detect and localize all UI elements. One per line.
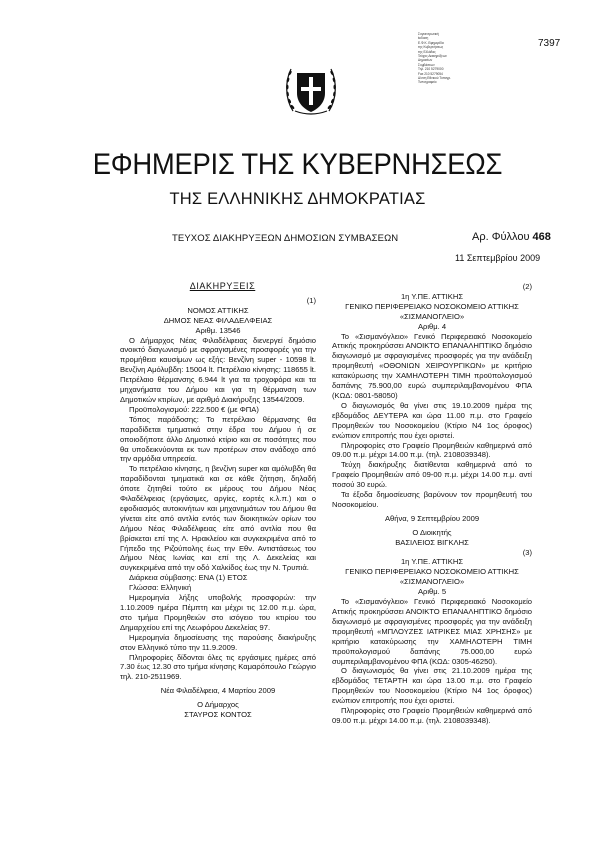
notice-paragraph: Τα έξοδα δημοσίευσης βαρύνουν τον προμηθευτή του Νοσοκομείου. (332, 490, 532, 509)
notice-paragraph: Διάρκεια σύμβασης: ΕΝΑ (1) ΕΤΟΣ (129, 573, 248, 583)
notice-number: (3) (522, 547, 532, 557)
notice-paragraph: Προϋπολογισμού: 222.500 € (με ΦΠΑ) (129, 404, 259, 414)
notice-paragraph: Ο διαγωνισμός θα γίνει στις 19.10.2009 ημέρα της εβδομάδος ΔΕΥΤΕΡΑ και ώρα 11.00 π.μ. στο Γραφείο Προμηθειών του Νοσοκομείου (Κτίριο Ν4 1ος όροφος) ενώπιον επιτροπής που έχει οριστεί. (332, 400, 532, 440)
signatory-title: Ο Διοικητής (412, 527, 452, 537)
issue-series: ΤΕΥΧΟΣ ΔΙΑΚΗΡΥΞΕΩΝ ΔΗΜΟΣΙΩΝ ΣΥΜΒΑΣΕΩΝ (172, 233, 399, 244)
notice-paragraph: Πληροφορίες δίδονται όλες τις εργάσιμες ημέρες από 7.30 έως 12.30 στο τμήμα κίνησης Καμαρόπουλο Γεώργιο τηλ. 210-2511969. (120, 652, 316, 682)
signatory-name: ΣΤΑΥΡΟΣ ΚΟΝΤΟΣ (184, 710, 252, 720)
notice-header-line: ΔΗΜΟΣ ΝΕΑΣ ΦΙΛΑΔΕΛΦΕΙΑΣ (163, 315, 273, 325)
notice-paragraph: Το πετρέλαιο κίνησης, η βενζίνη super και αμόλυβδη θα παραδίδονται τμηματικά και σε κάθε ζήτηση, δηλαδή όποτε ζητηθεί τούτο εκ μέρους του Δήμου Νέας Φιλαδέλφειας (εργάσιμες, αργίες, εορτές κ.λ.π.) και ο εφοδιασμός αυτοκινήτων και μηχανημάτων του Δήμου θα γίνεται είτε από αντλία εντός των διοικητικών ορίων του Δήμου Νέας Φιλαδέλφειας είτε από αντλία που θα βρίσκεται επί της Λ. Ηρακλείου και συγκεκριμένα από το Γήπεδο της Ριζούπολης έως την Εθν. Αντιστάσεως του Δήμου Νέας Ιωνίας και επί της Λ. Δεκελείας και συγκεκριμένα από την οδό Χαλκίδος έως την Ν. Τρυπιά. (120, 464, 316, 573)
notice-header-line: «ΣΙΣΜΑΝΟΓΛΕΙΟ» (399, 311, 465, 321)
notice-header-line: 1η Υ.ΠΕ. ΑΤΤΙΚΗΣ (400, 557, 464, 567)
side-note-line: Συμβάσεων (418, 62, 435, 67)
greek-coat-of-arms-icon (283, 59, 339, 119)
header-side-note (418, 32, 488, 85)
signatory-name: ΒΑΣΙΛΕΙΟΣ ΒΙΓΚΛΗΣ (395, 537, 469, 547)
section-heading: ΔΙΑΚΗΡΥΞΕΙΣ (189, 281, 256, 291)
notice-header-line: ΓΕΝΙΚΟ ΠΕΡΙΦΕΡΕΙΑΚΟ ΝΟΣΟΚΟΜΕΙΟ ΑΤΤΙΚΗΣ (345, 301, 519, 311)
gazette-subtitle: ΤΗΣ ΕΛΛΗΝΙΚΗΣ ΔΗΜΟΚΡΑΤΙΑΣ (169, 190, 426, 208)
side-note-line: Τεύχος Διακηρύξεων (418, 54, 447, 59)
notice-paragraph: Τεύχη διακήρυξης διατίθενται καθημερινά από το Γραφείο Προμηθειών από 09-00 π.μ. μέχρι 14.00 π.μ. αντί ποσού 30 ευρώ. (332, 460, 532, 490)
left-column (120, 282, 316, 720)
issue-number: 468 (532, 231, 551, 243)
notice-header-line: ΝΟΜΟΣ ΑΤΤΙΚΗΣ (187, 305, 249, 315)
notice-reference: Αριθμ. 5 (417, 587, 447, 597)
notice-header-line: «ΣΙΣΜΑΝΟΓΛΕΙΟ» (399, 577, 465, 587)
notice-paragraph: Ο Δήμαρχος Νέας Φιλαδέλφειας διενεργεί δημόσιο ανοικτό διαγωνισμό με σφραγισμένες προσφορές για την προμήθεια καυσίμων ως εξής: Βενζίνη super - 10598 lt. Βενζίνη Αμόλυβδη: 15004 lt. Πετρέλαιο κίνησης: 118655 lt. Πετρέλαιο θέρμανσης 6.944 lt για τα τροχοφόρα και τα μηχανήματα του Δήμου και για τη θέρμανση των Δημοτικών κτιρίων, με αριθμό Διακήρυξης 13544/2009. (120, 335, 316, 404)
side-note-line: έκδοση (418, 36, 429, 41)
signatory-title: Ο Δήμαρχος (197, 700, 239, 710)
side-note-line: Δ/νση Εθνικού Τυπογρ. (418, 76, 451, 81)
issue-label: Αρ. Φύλλου (472, 231, 530, 243)
notice-header-line: 1η Υ.ΠΕ. ΑΤΤΙΚΗΣ (400, 291, 464, 301)
side-note-line: Τυπογραφείο (418, 80, 437, 85)
side-note-line: Συγκεντρωτική (418, 32, 439, 36)
side-note-line: Τηλ. 210 5279000 (418, 67, 444, 72)
notice-paragraph: Το «Σισμανόγλειο» Γενικό Περιφερειακό Νοσοκομείο Αττικής προκηρύσσει ΑΝΟΙΚΤΟ ΕΠΑΝΑΛΗΠΤΙΚΟ δημόσιο διαγωνισμό με σφραγισμένες προσφορές για την ανάδειξη προμηθευτή «ΜΠΛΟΥΖΕΣ ΙΑΤΡΙΚΕΣ ΜΙΑΣ ΧΡΗΣΗΣ» με κριτήριο κατακύρωσης την ΧΑΜΗΛΟΤΕΡΗ ΤΙΜΗ προϋπολογισμού δαπάνης 75.000,00 ευρώ συμπεριλαμβανομένου ΦΠΑ (ΚΩΔ: 0305-46250). (332, 597, 532, 666)
notice-number: (1) (306, 295, 316, 305)
place-date: Αθήνα, 9 Σεπτεμβρίου 2009 (384, 513, 480, 523)
notice-paragraph: Πληροφορίες στο Γραφείο Προμηθειών καθημερινά από 09.00 π.μ. μέχρι 14.00 π.μ. (τηλ. 2108039348). (332, 706, 532, 725)
notice-reference: Αριθμ. 13546 (195, 325, 241, 335)
notice-paragraph: Πληροφορίες στο Γραφείο Προμηθειών καθημερινά από 09.00 π.μ. μέχρι 14.00 π.μ. (τηλ. 2108039348). (332, 440, 532, 460)
notice-header-line: ΓΕΝΙΚΟ ΠΕΡΙΦΕΡΕΙΑΚΟ ΝΟΣΟΚΟΜΕΙΟ ΑΤΤΙΚΗΣ (345, 567, 519, 577)
notice-paragraph: Ημερομηνία λήξης υποβολής προσφορών: την 1.10.2009 ημέρα Πέμπτη και μέχρι τις 12.00 π.μ. ώρα, στο τμήμα Προμηθειών στο ισόγειο του κτιρίου του Δημαρχείου επί της Λεωφόρου Δεκελείας 97. (120, 593, 316, 632)
notice-paragraph: Ημερομηνία δημοσίευσης της παρούσης διακήρυξης στον Ελληνικό τύπο την 11.9.2009. (120, 632, 316, 652)
notice-number: (2) (522, 282, 532, 291)
right-column (332, 282, 532, 726)
page-number: 7397 (538, 38, 561, 49)
notice-paragraph: Τόπος παράδοσης: Το πετρέλαιο θέρμανσης θα παραδίδεται τμηματικά στην έδρα του Δήμου ή σε οποιοδήποτε άλλο Δημοτικό κτίριο και σε ποσότητες που θα υποδεικνύονται εκ των προτέρων στον ανάδοχο από την αρμόδια υπηρεσία. (120, 414, 316, 464)
notice-paragraph: Γλώσσα: Ελληνική (129, 583, 192, 593)
side-note-line: της Ελλάδας (418, 49, 436, 54)
side-note-line: Fax 210 5279054 (418, 71, 443, 76)
side-note-line: της Κυβερνήσεως (418, 45, 444, 50)
gazette-title: ΕΦΗΜΕΡΙΣ ΤΗΣ ΚΥΒΕΡΝΗΣΕΩΣ (92, 148, 503, 181)
place-date: Νέα Φιλαδέλφεια, 4 Μαρτίου 2009 (160, 686, 276, 696)
notice-reference: Αριθμ. 4 (417, 321, 447, 331)
side-note-line: Ε.Φ.Κ. Εφημερίδα (418, 40, 444, 45)
issue-date: 11 Σεπτεμβρίου 2009 (455, 253, 541, 263)
notice-paragraph: Το «Σισμανόγλειο» Γενικό Περιφερειακό Νοσοκομείο Αττικής προκηρύσσει ΑΝΟΙΚΤΟ ΕΠΑΝΑΛΗΠΤΙΚΟ δημόσιο διαγωνισμό με σφραγισμένες προσφορές για την ανάδειξη προμηθευτή «ΟΘΟΝΙΩΝ ΧΕΙΡΟΥΡΓΙΚΩΝ» με κριτήριο κατακύρωσης την ΧΑΜΗΛΟΤΕΡΗ ΤΙΜΗ προϋπολογισμού δαπάνης 75.900,00 ευρώ συμπεριλαμβανομένου ΦΠΑ (ΚΩΔ: 0801-58050) (332, 331, 532, 400)
notice-paragraph: Ο διαγωνισμός θα γίνει στις 21.10.2009 ημέρα της εβδομάδος ΤΕΤΑΡΤΗ και ώρα 13.00 π.μ. στο Γραφείο Προμηθειών του Νοσοκομείου (Κτίριο Ν4 1ος όροφος) ενώπιον επιτροπής που έχει οριστεί. (332, 666, 532, 706)
issue-number-label (472, 231, 551, 243)
side-note-line: Δημοσίων (418, 58, 433, 63)
